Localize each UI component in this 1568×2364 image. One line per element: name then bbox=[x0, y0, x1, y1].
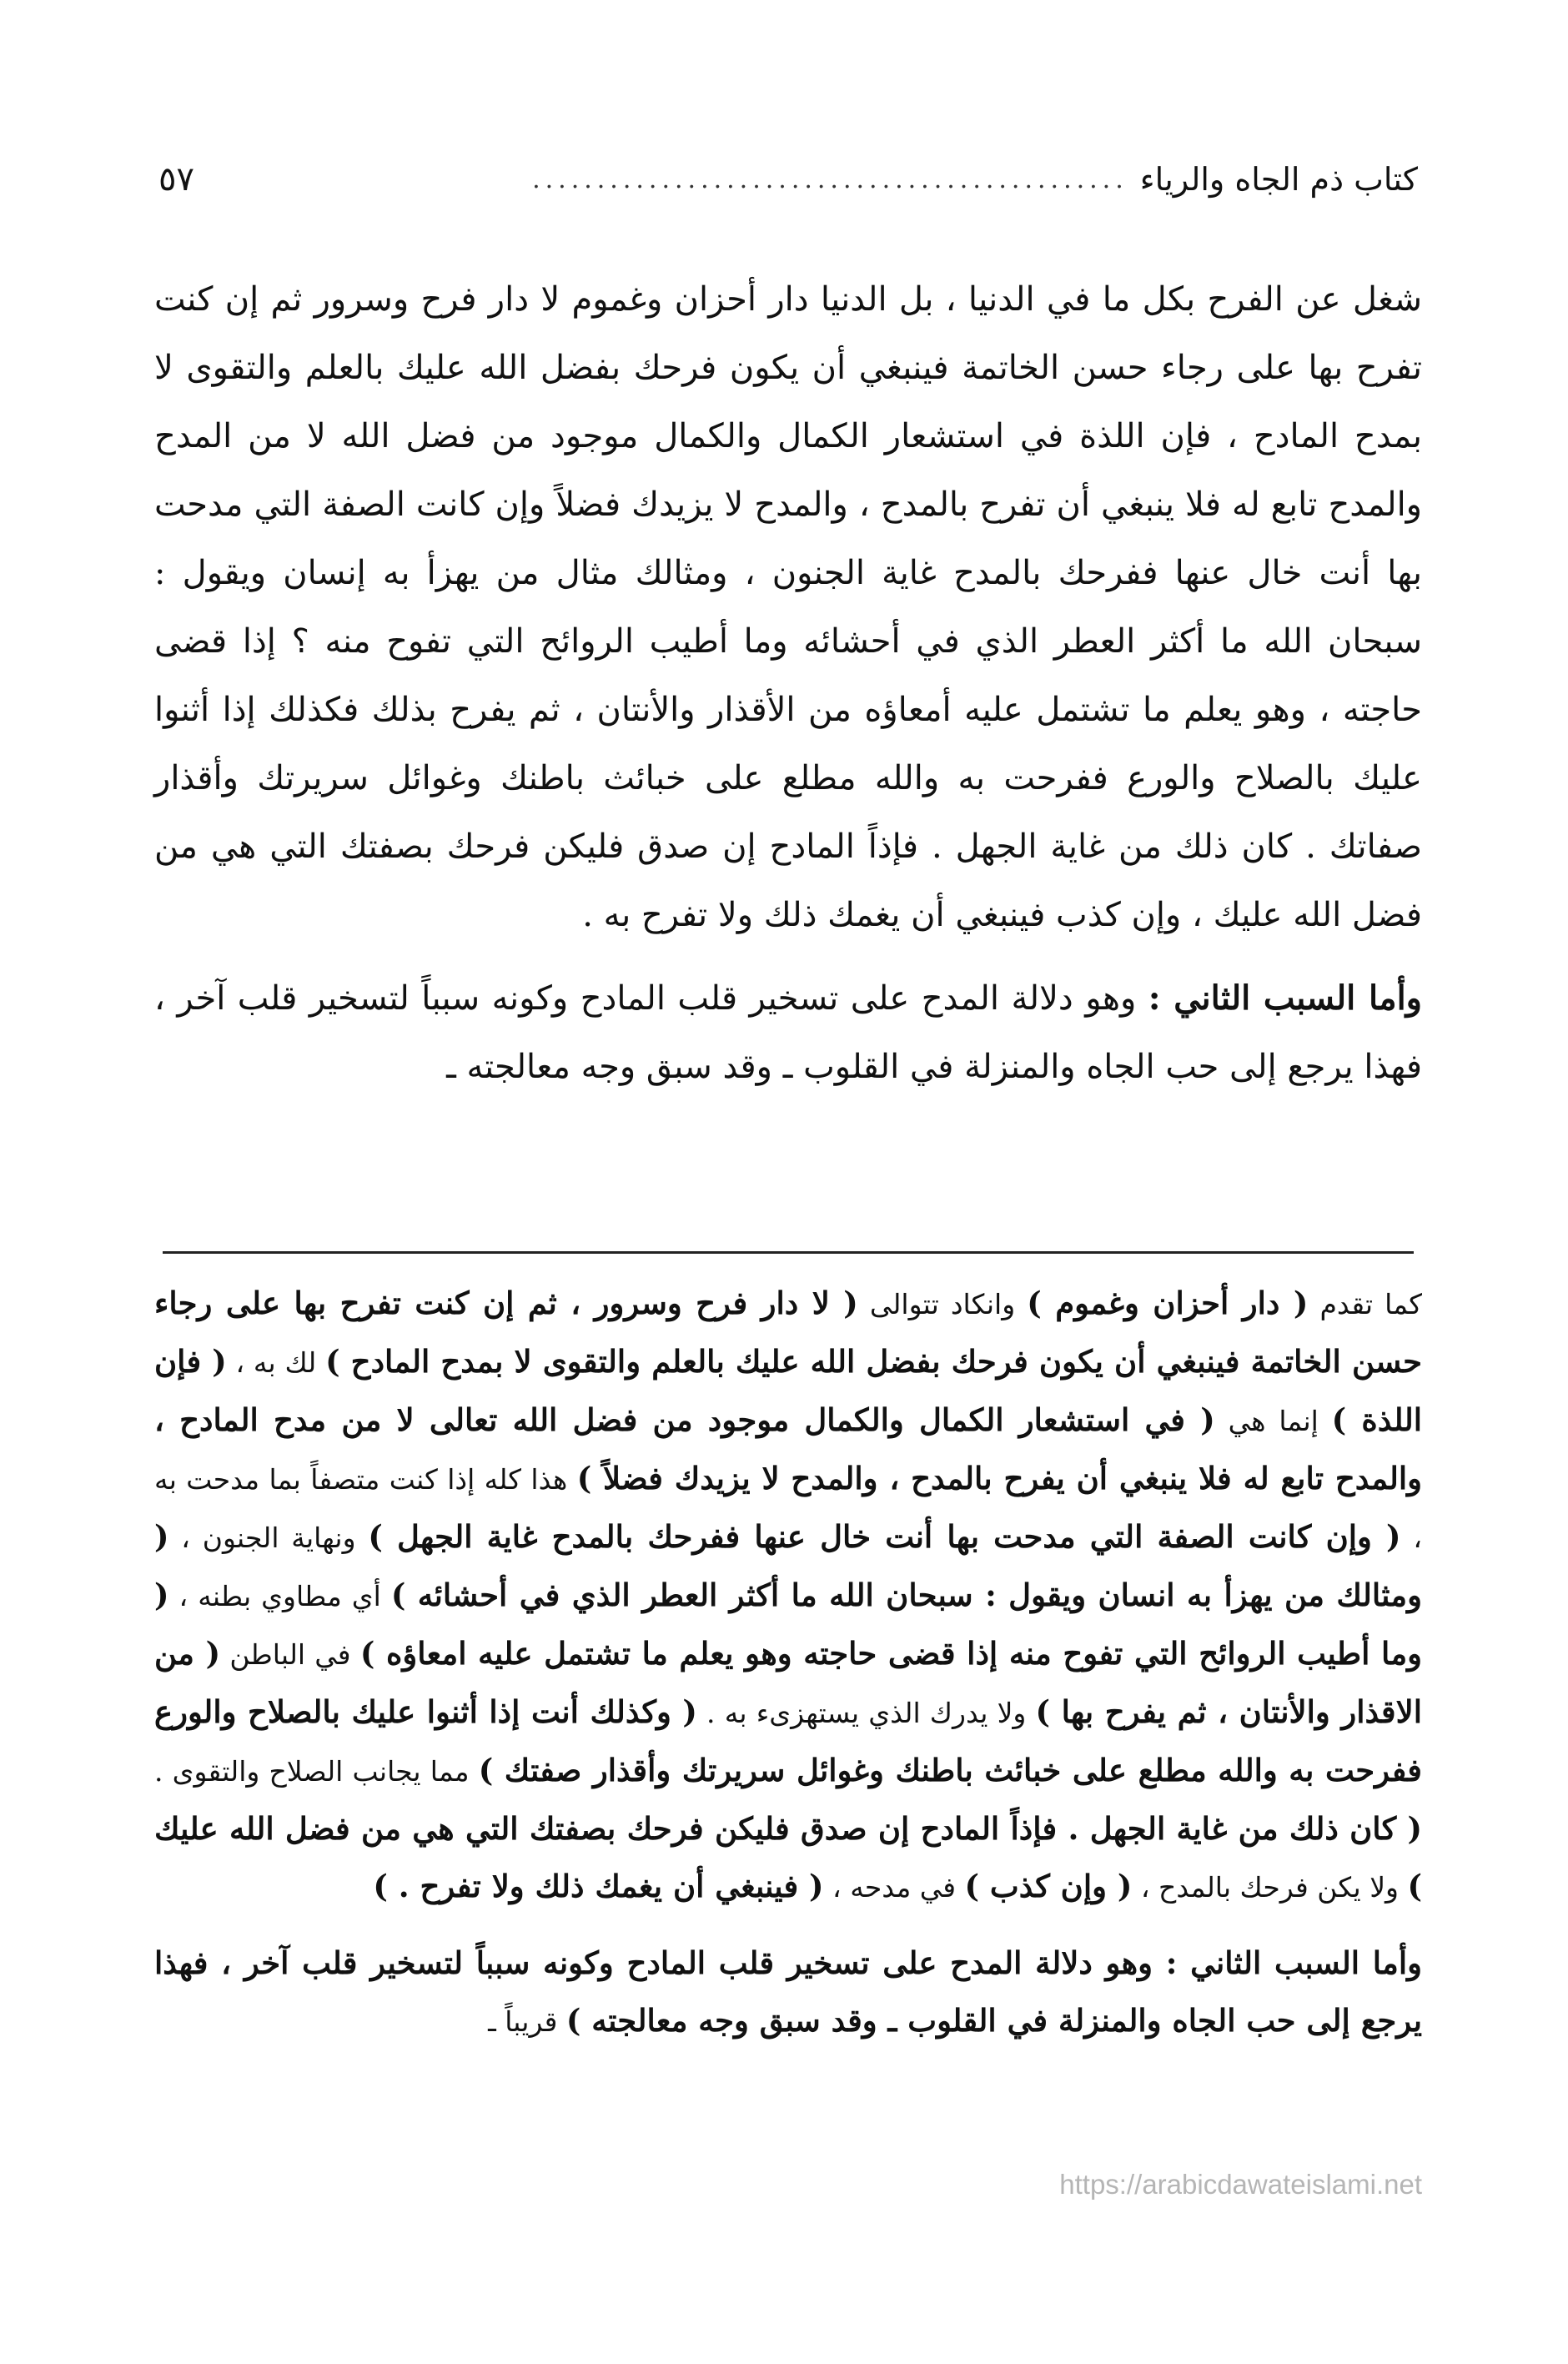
commentary-note: وانكاد تتوالى bbox=[857, 1288, 1028, 1320]
commentary-note: في الباطن bbox=[220, 1638, 360, 1671]
footnote-divider bbox=[163, 1251, 1414, 1254]
commentary-note: مما يجانب الصلاح والتقوى . bbox=[154, 1755, 479, 1788]
quoted-text: ( ومثالك من يهزأ به انسان ويقول : سبحان الله ما أكثر العطر الذي في أحشائه ) bbox=[154, 1518, 1422, 1613]
quoted-text: ( فإن اللذة ) bbox=[154, 1343, 1423, 1438]
header-dot-leader: .............................................. bbox=[532, 164, 1128, 194]
main-paragraph: شغل عن الفرح بكل ما في الدنيا ، بل الدنيا دار أحزان وغموم لا دار فرح وسرور ثم إن كنت تفرح بها على رجاء حسن الخاتمة فينبغي أن يكون فرحك بفضل الله عليك بالعلم والتقوى لا بمدح المادح ، فإن اللذة في استشعار الكمال والكمال موجود من فضل الله لا من المدح والمدح تابع له فلا ينبغي أن تفرح بالمدح ، والمدح لا يزيدك فضلاً وإن كانت الصفة التي مدحت بها أنت خال عنها ففرحك بالمدح غاية الجنون ، ومثالك مثال من يهزأ به إنسان ويقول : سبحان الله ما أكثر العطر الذي في أحشائه وما أطيب الروائح التي تفوح منه ؟ إذا قضى حاجته ، وهو يعلم ما تشتمل عليه أمعاؤه من الأقذار والأنتان ، ثم يفرح بذلك فكذلك إذا أثنوا عليك بالصلاح والورع ففرحت به والله مطلع على خبائث باطنك وغوائل سريرتك وأقذار صفاتك . كان ذلك من غاية الجهل . فإذاً المادح إن صدق فليكن فرحك بصفتك التي هي من فضل الله عليك ، وإن كذب فينبغي أن يغمك ذلك ولا تفرح به . bbox=[154, 280, 1423, 934]
commentary-paragraph bbox=[154, 1934, 1422, 2050]
quoted-text: ( لا دار فرح وسرور ، ثم إن كنت تفرح بها على رجاء حسن الخاتمة فينبغي أن يكون فرحك بفضل الله عليك بالعلم والتقوى لا بمدح المادح ) bbox=[154, 1285, 1422, 1380]
commentary-note: هذا كله إذا كنت متصفاً بما مدحت به ، bbox=[154, 1463, 1423, 1554]
running-header bbox=[158, 154, 1418, 204]
commentary-note: ولا يكن فرحك بالمدح ، bbox=[1132, 1871, 1408, 1904]
quoted-text: ( كان ذلك من غاية الجهل . فإذاً المادح إن صدق فليكن فرحك بصفتك التي هي من فضل الله عليك ) bbox=[154, 1810, 1422, 1904]
main-paragraph bbox=[154, 964, 1422, 1101]
quoted-text: ( دار أحزان وغموم ) bbox=[1027, 1285, 1309, 1321]
commentary-note: لك به ، bbox=[226, 1346, 326, 1379]
commentary-note: إنما هي bbox=[1214, 1405, 1332, 1437]
paragraph-text: وهو دلالة المدح على تسخير قلب المادح وكونه سبباً لتسخير قلب آخر ، فهذا يرجع إلى حب الجاه والمنزلة في القلوب ـ وقد سبق وجه معالجته ـ bbox=[154, 979, 1422, 1086]
section-lead: وأما السبب الثاني : bbox=[1148, 978, 1422, 1018]
main-text bbox=[154, 265, 1422, 1101]
commentary-note: كما تقدم bbox=[1308, 1288, 1423, 1320]
book-title: كتاب ذم الجاه والرياء bbox=[1139, 161, 1418, 198]
quoted-text: ( وكذلك أنت إذا أثنوا عليك بالصلاح والورع ففرحت به والله مطلع على خبائث باطنك وغوائل سريرتك وأقذار صفتك ) bbox=[154, 1693, 1422, 1788]
quoted-text: ( وما أطيب الروائح التي تفوح منه إذا قضى حاجته وهو يعلم ما تشتمل عليه امعاؤه ) bbox=[154, 1577, 1423, 1672]
commentary-note: في مدحه ، bbox=[823, 1871, 965, 1904]
quoted-text: ( فينبغي أن يغمك ذلك ولا تفرح . ) bbox=[373, 1868, 824, 1904]
watermark-url: https://arabicdawateislami.net bbox=[1059, 2169, 1422, 2200]
commentary-paragraph bbox=[154, 1275, 1422, 1916]
commentary-note: ولا يدرك الذي يستهزىء به . bbox=[696, 1697, 1036, 1729]
quoted-text: ( وإن كانت الصفة التي مدحت بها أنت خال عنها ففرحك بالمدح غاية الجهل ) bbox=[368, 1518, 1401, 1555]
commentary-note: ونهاية الجنون ، bbox=[168, 1522, 369, 1554]
quoted-text: ( في استشعار الكمال والكمال موجود من فضل الله تعالى لا من مدح المادح ، والمدح تابع له فلا ينبغي أن يفرح بالمدح ، والمدح لا يزيدك فضلاً ) bbox=[154, 1401, 1422, 1496]
quoted-text: ( وإن كذب ) bbox=[964, 1868, 1133, 1904]
commentary-text bbox=[154, 1275, 1422, 2050]
commentary-note: أي مطاوي بطنه ، bbox=[168, 1580, 391, 1612]
commentary-note: قريباً ـ bbox=[488, 2005, 566, 2038]
quoted-text: وأما السبب الثاني : وهو دلالة المدح على تسخير قلب المادح وكونه سبباً لتسخير قلب آخر ، فهذا يرجع إلى حب الجاه والمنزلة في القلوب ـ وقد سبق وجه معالجته ) bbox=[154, 1944, 1422, 2039]
page-number: ٥٧ bbox=[158, 160, 194, 199]
quoted-text: ( من الاقذار والأنتان ، ثم يفرح بها ) bbox=[154, 1635, 1422, 1730]
